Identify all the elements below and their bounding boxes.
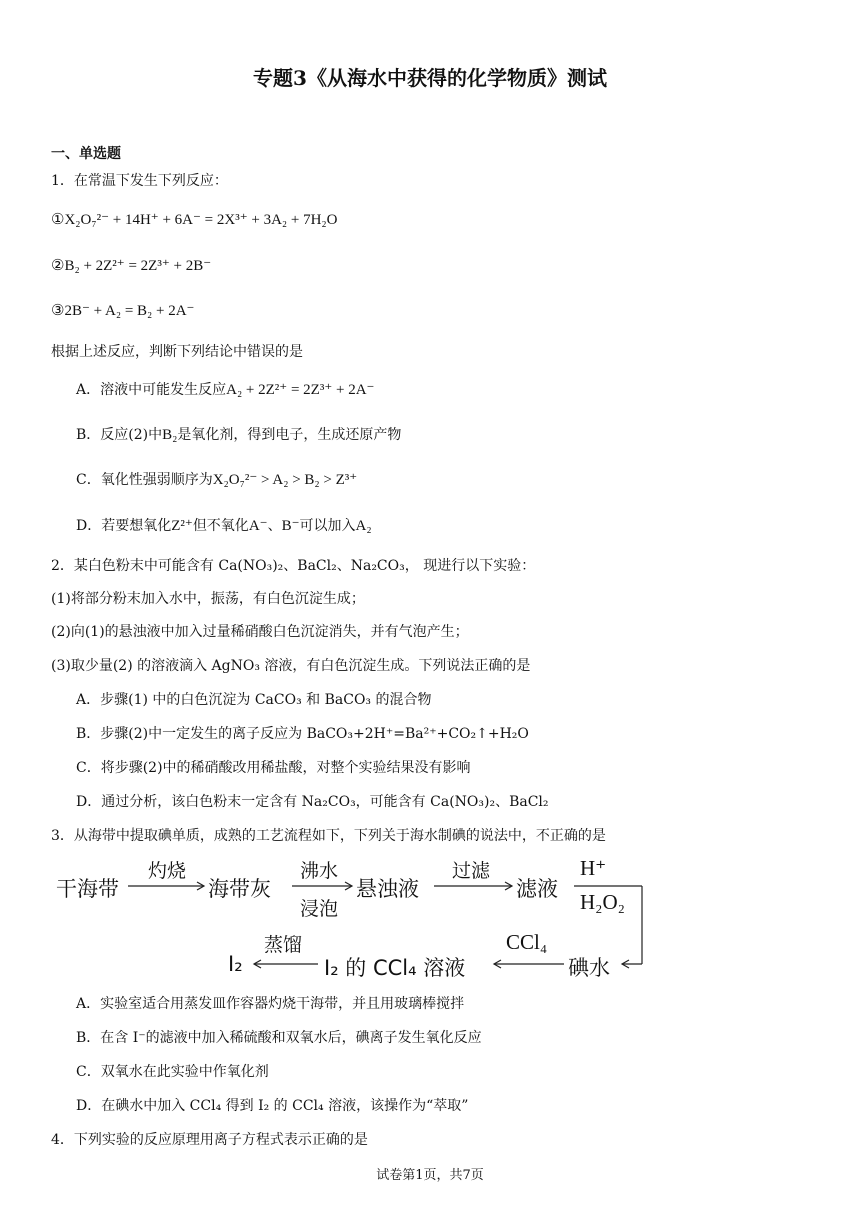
q3-option-c[interactable]: C．双氧水在此实验中作氧化剂 bbox=[76, 1064, 269, 1080]
q3-option-d[interactable]: D．在碘水中加入 CCl₄ 得到 I₂ 的 CCl₄ 溶液，该操作为“萃取” bbox=[76, 1098, 469, 1114]
q1-reaction-2 bbox=[51, 256, 211, 276]
q2-option-a[interactable]: A．步骤(1) 中的白色沉淀为 CaCO₃ 和 BaCO₃ 的混合物 bbox=[76, 692, 432, 708]
flow-node-iodine: I₂ bbox=[228, 952, 243, 976]
reaction-equation: X₂O₇²⁻ + 14H⁺ + 6A⁻ = 2X³⁺ + 3A₂ + 7H₂O bbox=[64, 212, 338, 228]
reaction-equation: B₂ + 2Z²⁺ = 2Z³⁺ + 2B⁻ bbox=[64, 258, 212, 274]
flow-label-h2o2: H₂O₂ bbox=[580, 890, 625, 914]
q2-step-1: (1)将部分粉末加入水中，振荡，有白色沉淀生成； bbox=[51, 591, 365, 607]
flow-label-h-plus: H⁺ bbox=[580, 856, 607, 880]
iodine-extraction-flowchart bbox=[56, 852, 656, 982]
q1-option-a[interactable] bbox=[76, 380, 374, 400]
q2-step-2: (2)向(1)的悬浊液中加入过量稀硝酸白色沉淀消失，并有气泡产生； bbox=[51, 624, 469, 640]
flow-label-filter: 过滤 bbox=[452, 860, 491, 882]
option-formula: B₂ bbox=[162, 427, 178, 443]
reaction-equation: 2B⁻ + A₂ = B₂ + 2A⁻ bbox=[64, 303, 195, 319]
section-heading: 一、单选题 bbox=[51, 146, 121, 162]
q1-option-b[interactable] bbox=[76, 425, 401, 445]
flow-node-kelp-ash: 海带灰 bbox=[208, 877, 271, 901]
q4-stem: 4．下列实验的反应原理用离子方程式表示正确的是 bbox=[51, 1132, 368, 1148]
option-text: 但不氧化 bbox=[192, 518, 249, 534]
reaction-number: ③ bbox=[51, 303, 65, 319]
q2-option-d[interactable]: D．通过分析，该白色粉末一定含有 Na₂CO₃，可能含有 Ca(NO₃)₂、BaCl₂ bbox=[76, 794, 549, 810]
option-text: D．若要想氧化 bbox=[76, 518, 172, 534]
option-formula: A⁻ bbox=[248, 518, 268, 534]
q1-stem: 1．在常温下发生下列反应： bbox=[51, 173, 228, 189]
q3-option-b[interactable]: B．在含 I⁻的滤液中加入稀硫酸和双氧水后，碘离子发生氧化反应 bbox=[76, 1030, 482, 1046]
reaction-number: ① bbox=[51, 212, 65, 228]
q3-stem: 3．从海带中提取碘单质，成熟的工艺流程如下，下列关于海水制碘的说法中，不正确的是 bbox=[51, 828, 606, 844]
q3-option-a[interactable]: A．实验室适合用蒸发皿作容器灼烧干海带，并且用玻璃棒搅拌 bbox=[76, 996, 465, 1012]
q2-option-c[interactable]: C．将步骤(2)中的稀硝酸改用稀盐酸，对整个实验结果没有影响 bbox=[76, 760, 471, 776]
option-formula: B⁻ bbox=[281, 518, 300, 534]
q2-step-3: (3)取少量(2) 的溶液滴入 AgNO₃ 溶液，有白色沉淀生成。下列说法正确的是 bbox=[51, 658, 531, 674]
option-text: B．反应(2)中 bbox=[76, 427, 163, 443]
flow-node-dried-kelp: 干海带 bbox=[56, 877, 119, 901]
option-formula: A₂ bbox=[355, 518, 372, 534]
option-text: 、 bbox=[267, 518, 282, 534]
q1-option-d[interactable] bbox=[76, 516, 372, 536]
flow-node-iodine-water: 碘水 bbox=[568, 956, 610, 980]
q1-option-c[interactable] bbox=[76, 470, 357, 490]
option-text: 可以加入 bbox=[299, 518, 356, 534]
option-equation: A₂ + 2Z²⁺ = 2Z³⁺ + 2A⁻ bbox=[226, 382, 375, 398]
flow-label-distill: 蒸馏 bbox=[264, 934, 303, 956]
q2-option-b[interactable]: B．步骤(2)中一定发生的离子反应为 BaCO₃+2H⁺=Ba²⁺+CO₂↑+H₂O bbox=[76, 726, 529, 742]
flow-node-suspension: 悬浊液 bbox=[356, 877, 419, 901]
page-title: 专题3《从海水中获得的化学物质》测试 bbox=[253, 66, 607, 90]
flow-node-i2-ccl4-solution: I₂ 的 CCl₄ 溶液 bbox=[324, 956, 466, 980]
flow-label-boiling-water: 沸水 bbox=[300, 860, 339, 882]
option-text: 是氧化剂，得到电子，生成还原产物 bbox=[177, 427, 402, 443]
q1-reaction-3 bbox=[51, 301, 194, 321]
option-text: C．氧化性强弱顺序为 bbox=[76, 472, 213, 488]
q1-ask: 根据上述反应，判断下列结论中错误的是 bbox=[51, 344, 303, 360]
flow-label-soak: 浸泡 bbox=[300, 898, 339, 920]
q1-reaction-1 bbox=[51, 210, 338, 230]
page-footer: 试卷第1页，共7页 bbox=[376, 1168, 484, 1183]
option-formula: Z²⁺ bbox=[171, 518, 193, 534]
flow-label-ignite: 灼烧 bbox=[148, 860, 187, 882]
option-equation: X₂O₇²⁻ > A₂ > B₂ > Z³⁺ bbox=[212, 472, 358, 488]
reaction-number: ② bbox=[51, 258, 65, 274]
q2-stem: 2．某白色粉末中可能含有 Ca(NO₃)₂、BaCl₂、Na₂CO₃， 现进行以下实验： bbox=[51, 558, 536, 574]
flow-label-ccl4: CCl₄ bbox=[506, 930, 548, 954]
option-text: A．溶液中可能发生反应 bbox=[76, 382, 227, 398]
flow-node-filtrate: 滤液 bbox=[516, 877, 558, 901]
